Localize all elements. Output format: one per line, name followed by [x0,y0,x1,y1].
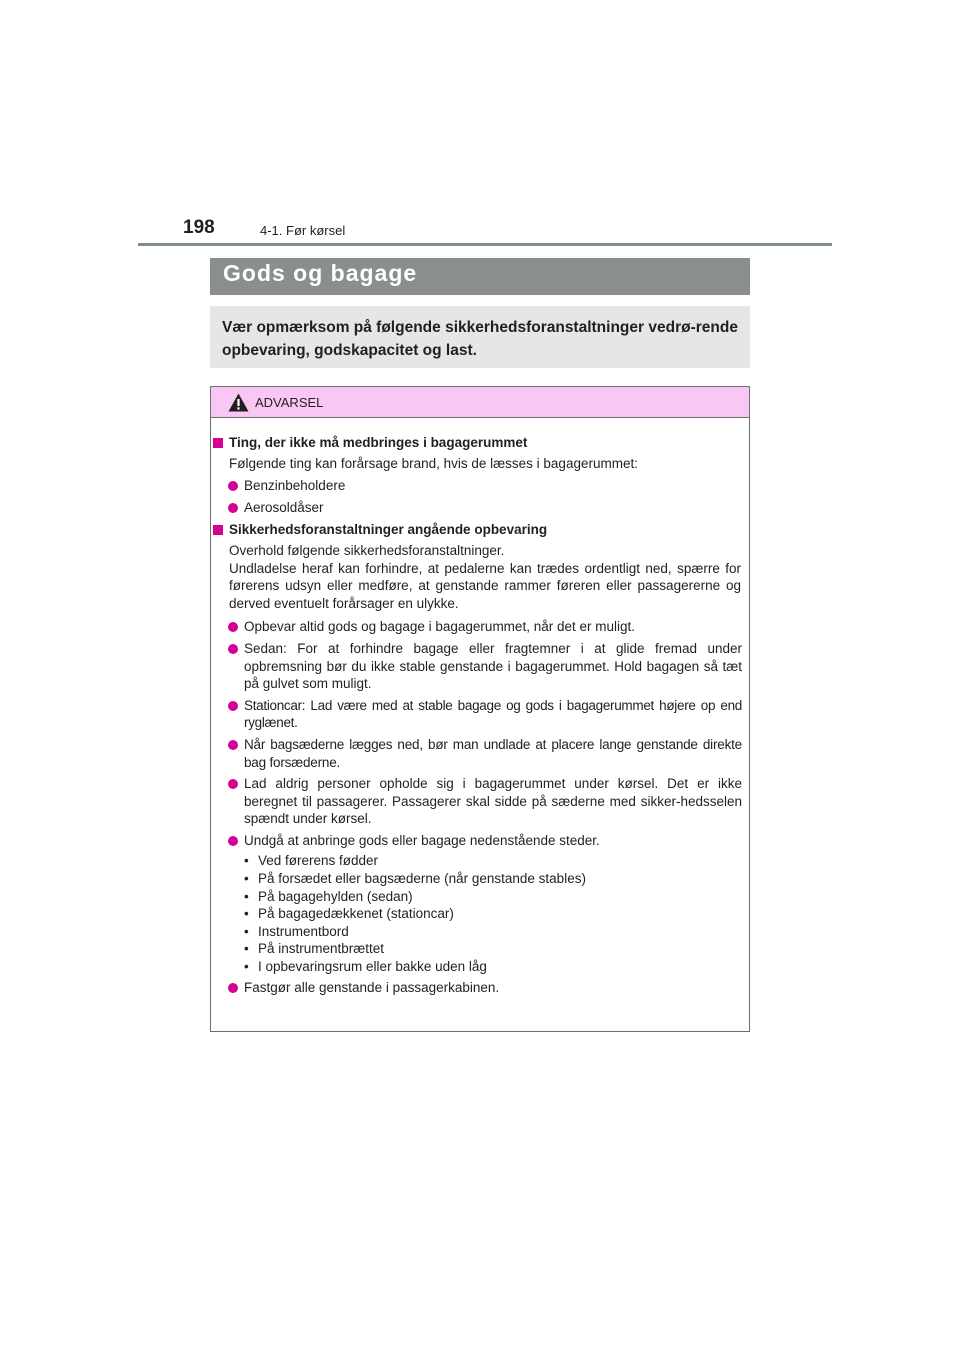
round-bullet-icon [228,503,238,513]
round-bullet-icon [228,779,238,789]
sub-list-item-text: Instrumentbord [258,923,349,939]
heading-text: Sikkerhedsforanstaltninger angående opbevaring [229,522,548,538]
round-bullet-icon [228,622,238,632]
section-text: Følgende ting kan forårsage brand, hvis de læsses i bagagerummet: [229,455,638,471]
round-bullet-icon [228,836,238,846]
heading-text: Ting, der ikke må medbringes i bagagerummet [229,435,528,450]
sub-list-item-text: Ved førerens fødder [258,853,379,869]
list-item-text: Lad aldrig personer opholde sig i bagagerummet under kørsel. Det er ikke beregnet til passagerer. Passagerer skal sidde på sæderne med sikker-hedsselen spændt under kørsel. [244,776,742,827]
page-title: Gods og bagage [223,260,418,286]
list-item-text: Undgå at anbringe gods eller bagage nedenstående steder. [244,832,600,848]
sub-list [211,852,749,975]
sub-list-item: • På forsædet eller bagsæderne (når genstande stables) [244,871,586,887]
sub-list-item: • På bagagedækkenet (stationcar) [244,906,454,922]
warning-header [211,387,749,418]
title-bar [210,258,750,295]
warning-box [210,386,750,1032]
sub-list-item: • På instrumentbrættet [244,941,385,957]
page-number: 198 [183,217,215,238]
list-item [211,736,749,771]
square-bullet-icon [213,525,223,535]
list-item-text: Sedan: For at forhindre bagage eller fragtemner i at glide fremad under opbremsning bør du ikke stable genstande i bagagerummet. Hold bagagen så tæt på gulvet som muligt. [244,640,742,692]
list-item-text: Stationcar: Lad være med at stable bagage og gods i bagagerummet højere op end ryglænet. [244,697,742,731]
section-heading [211,434,749,452]
list-item-text: Benzinbeholdere [244,478,346,494]
section-heading [211,521,749,539]
round-bullet-icon [228,644,238,654]
list-item [211,979,749,997]
intro-text: Vær opmærksom på følgende sikkerhedsforanstaltninger vedrø-rende opbevaring, godskapacitet og last. [222,319,738,359]
warning-label: ADVARSEL [255,395,324,410]
round-bullet-icon [228,983,238,993]
square-bullet-icon [213,438,223,448]
round-bullet-icon [228,481,238,491]
sub-list-item: • På bagagehylden (sedan) [244,888,413,904]
sub-list-item-text: I opbevaringsrum eller bakke uden låg [258,959,487,975]
sub-list-item: • Ved førerens fødder [244,853,379,869]
warning-body [211,430,749,996]
sub-list-item-text: På forsædet eller bagsæderne (når genstande stables) [258,871,586,887]
round-bullet-icon [228,701,238,711]
section-label: 4-1. Før kørsel [260,223,346,238]
sub-list-item-text: På bagagehylden (sedan) [258,888,413,904]
warning-triangle-icon [228,393,249,412]
sub-list-item-text: På bagagedækkenet (stationcar) [258,906,454,922]
list-item-text: Opbevar altid gods og bagage i bagagerummet, når det er muligt. [244,619,635,635]
header-divider [138,243,832,246]
list-item-text: Fastgør alle genstande i passagerkabinen. [244,979,500,995]
sub-list-item: • I opbevaringsrum eller bakke uden låg [244,959,487,975]
round-bullet-icon [228,740,238,750]
section-text: Undladelse heraf kan forhindre, at pedalerne kan trædes ordentligt ned, spærre for førerens udsyn eller medføre, at genstande rammer føreren eller passagererne og derved eventuelt forårsager en ulykke. [229,560,741,611]
intro-box [210,306,750,368]
sub-list-item: • Instrumentbord [244,923,349,939]
list-item [211,618,749,636]
sub-list-item-text: På instrumentbrættet [258,941,385,957]
list-item [211,775,749,828]
list-item-text: Når bagsæderne lægges ned, bør man undlade at placere lange genstande direkte bag forsæderne. [244,736,742,770]
list-item [211,697,749,732]
list-item-text: Aerosoldåser [244,499,324,515]
section-text: Overhold følgende sikkerhedsforanstaltninger. [229,542,505,558]
list-item [211,832,749,850]
list-item [211,640,749,693]
list-item [211,477,749,495]
list-item [211,499,749,517]
